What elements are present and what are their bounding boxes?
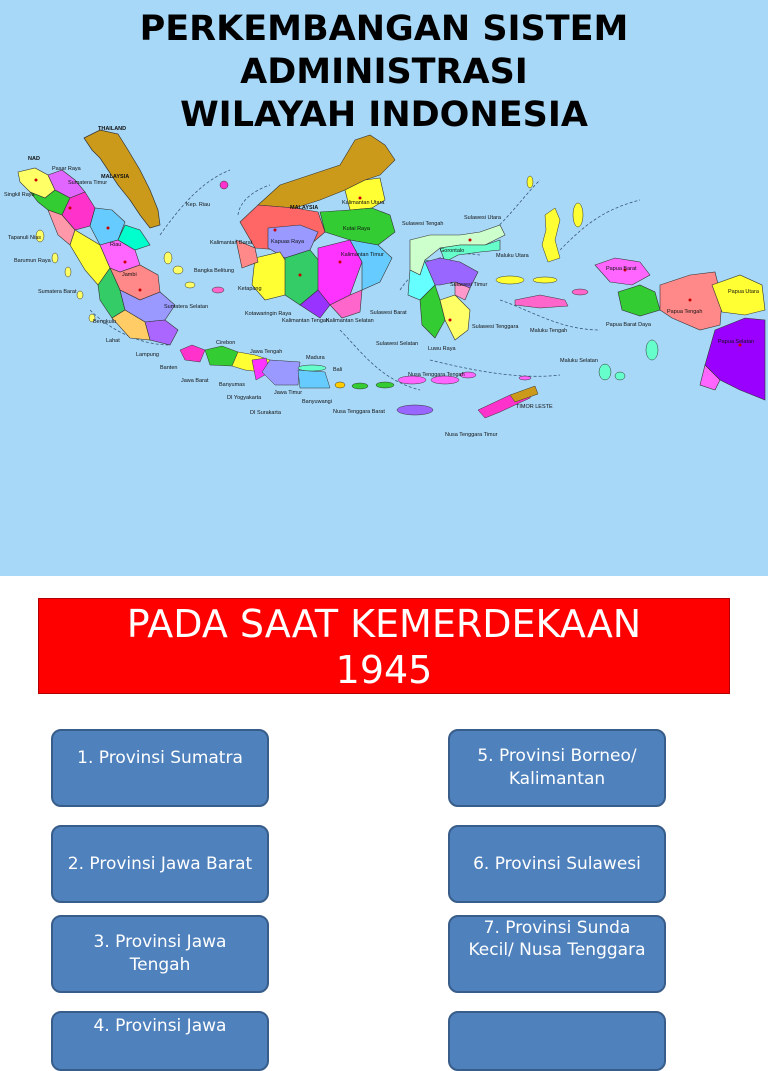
map-label: Kalimantan Timur (341, 252, 384, 258)
province-box-7 (448, 915, 666, 993)
banner-line: PADA SAAT KEMERDEKAAN (126, 602, 642, 646)
map-label: Kotawaringin Raya (245, 311, 292, 317)
heading-banner (38, 598, 730, 694)
province-box-6 (448, 825, 666, 903)
map-label: Jambi (122, 272, 137, 278)
map-label: Gorontalo (440, 248, 465, 254)
map-label: Cirebon (216, 340, 236, 346)
map-label: Ketapang (238, 286, 262, 292)
map-label: Singkil Raya (4, 192, 35, 198)
map-label: Sulawesi Utara (464, 215, 501, 221)
map-label: Jawa Barat (181, 378, 209, 384)
title-line: WILAYAH INDONESIA (180, 95, 588, 135)
map-label: Lahat (106, 338, 120, 344)
map-label: Bengkulu (93, 319, 116, 325)
map-label: Maluku Utara (496, 253, 529, 259)
map-label: DI Yogyakarta (227, 395, 262, 401)
map-label: Pasar Raya (52, 166, 81, 172)
map-label: Bali (333, 367, 343, 373)
map-label: Banyuwangi (302, 399, 332, 405)
map-label: Maluku Tengah (530, 328, 568, 334)
map-label: Sulawesi Selatan (376, 341, 419, 347)
province-label: 3. Provinsi Jawa Tengah (93, 932, 227, 975)
map-label: Sulawesi Barat (370, 310, 407, 316)
map-label: Kutai Raya (343, 226, 370, 232)
map-label: Sumatera Barat (38, 289, 77, 295)
title-line: PERKEMBANGAN SISTEM (139, 9, 629, 49)
map-label: Nusa Tenggara Timur (445, 432, 498, 438)
map-label: Banten (160, 365, 178, 371)
province-box-3 (51, 915, 269, 993)
map-label: THAILAND (98, 126, 127, 132)
map-label: Riau (110, 242, 122, 248)
map-label: Barumun Raya (14, 258, 51, 264)
map-label: NAD (28, 156, 40, 162)
title-line: ADMINISTRASI (240, 52, 528, 92)
map-label: Nusa Tenggara Tengah (408, 372, 465, 378)
map-label: Maluku Selatan (560, 358, 598, 364)
banner-line: 1945 (335, 648, 433, 692)
province-slide (0, 576, 768, 1036)
province-label: 7. Provinsi Sunda Kecil/ Nusa Tenggara (468, 918, 646, 960)
province-label: 4. Provinsi Jawa (93, 1016, 227, 1036)
map-label: Papua Selatan (718, 339, 755, 345)
map-label: Tapanuli Nias (8, 235, 42, 241)
map-label: Bangka Belitung (194, 268, 235, 274)
map-label: Jawa Timur (274, 390, 303, 396)
map-label: Kalimantan Barat (210, 240, 253, 246)
slide-title (0, 8, 768, 137)
map-label: Kalimantan Selatan (326, 318, 374, 324)
province-box-5 (448, 729, 666, 807)
province-label: 5. Provinsi Borneo/ Kalimantan (477, 746, 637, 789)
map-label: Jawa Tengah (250, 349, 283, 355)
map-label: MALAYSIA (290, 205, 319, 211)
map-label: Kalimantan Tengah (282, 318, 329, 324)
province-label: 6. Provinsi Sulawesi (473, 853, 641, 874)
map-label: MALAYSIA (101, 174, 130, 180)
map-label: Papua Barat Daya (606, 322, 651, 328)
province-box-1 (51, 729, 269, 807)
map-label: Papua Tengah (667, 309, 703, 315)
province-box-2 (51, 825, 269, 903)
province-box-8 (448, 1011, 666, 1071)
province-label: 1. Provinsi Sumatra (77, 748, 243, 768)
map-label: Madura (306, 355, 325, 361)
province-box-4 (51, 1011, 269, 1071)
map-label: Sulawesi Tengah (402, 221, 444, 227)
map-label: Sumatera Selatan (164, 304, 209, 310)
map-label: Papua Utara (728, 289, 759, 295)
map-label: DI Surakarta (250, 410, 281, 416)
map-label: Luwu Raya (428, 346, 456, 352)
map-label: Lampung (136, 352, 159, 358)
map-label: Kalimantan Utara (342, 200, 385, 206)
map-label: Kep. Riau (186, 202, 211, 208)
map-label: Nusa Tenggara Barat (333, 409, 385, 415)
map-label: Kapuas Raya (271, 239, 305, 245)
map-label: Sulawesi Tenggara (472, 324, 519, 330)
province-label: 2. Provinsi Jawa Barat (67, 853, 253, 874)
map-label: Sulawesi Timur (450, 282, 488, 288)
map-label: Papua Barat (606, 266, 637, 272)
map-label: Banyumas (219, 382, 245, 388)
map-label: Sumatera Timur (68, 180, 108, 186)
map-label: TIMOR LESTE (516, 404, 553, 410)
